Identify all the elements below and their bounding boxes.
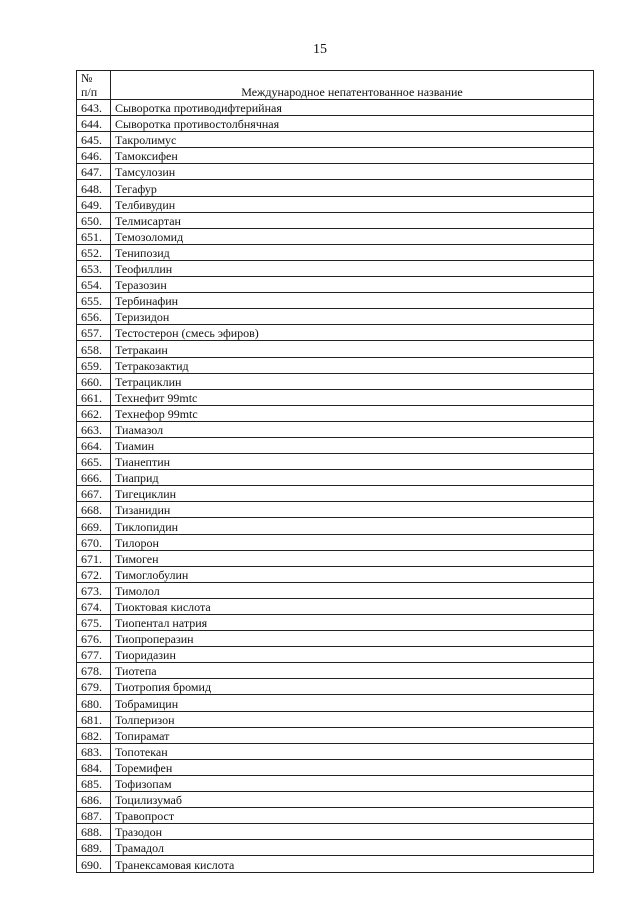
table-body <box>77 100 594 873</box>
drug-name: Темозоломид <box>111 228 594 244</box>
row-number: 660. <box>77 373 111 389</box>
drug-name: Транексамовая кислота <box>111 856 594 872</box>
table-row <box>77 260 594 276</box>
table-row <box>77 116 594 132</box>
table-row <box>77 389 594 405</box>
drug-name: Тиамазол <box>111 421 594 437</box>
table-row <box>77 180 594 196</box>
table-row <box>77 421 594 437</box>
row-number: 685. <box>77 775 111 791</box>
table-row <box>77 437 594 453</box>
row-number: 650. <box>77 212 111 228</box>
table-row <box>77 100 594 116</box>
row-number: 643. <box>77 100 111 116</box>
drug-name: Тиоридазин <box>111 647 594 663</box>
row-number: 683. <box>77 743 111 759</box>
row-number: 647. <box>77 164 111 180</box>
row-number: 666. <box>77 470 111 486</box>
drug-name: Технефит 99mtc <box>111 389 594 405</box>
row-number: 679. <box>77 679 111 695</box>
table-header-row <box>77 71 594 100</box>
table-row <box>77 598 594 614</box>
table-row <box>77 373 594 389</box>
drug-name: Тоцилизумаб <box>111 792 594 808</box>
drug-name: Тразодон <box>111 824 594 840</box>
table-row <box>77 502 594 518</box>
table-row <box>77 277 594 293</box>
table-row <box>77 824 594 840</box>
row-number: 649. <box>77 196 111 212</box>
drug-name: Тетракозактид <box>111 357 594 373</box>
table-row <box>77 486 594 502</box>
drug-name: Тиклопидин <box>111 518 594 534</box>
drug-name: Тиаприд <box>111 470 594 486</box>
drug-name: Тамсулозин <box>111 164 594 180</box>
table-row <box>77 679 594 695</box>
row-number: 646. <box>77 148 111 164</box>
table-row <box>77 309 594 325</box>
drug-name: Тестостерон (смесь эфиров) <box>111 325 594 341</box>
row-number: 678. <box>77 663 111 679</box>
drug-name: Теризидон <box>111 309 594 325</box>
table-row <box>77 454 594 470</box>
drug-name: Тенипозид <box>111 244 594 260</box>
table-row <box>77 792 594 808</box>
row-number: 687. <box>77 808 111 824</box>
drug-name: Травопрост <box>111 808 594 824</box>
table-row <box>77 341 594 357</box>
row-number: 689. <box>77 840 111 856</box>
table-row <box>77 212 594 228</box>
header-number-cell <box>77 71 111 100</box>
row-number: 670. <box>77 534 111 550</box>
drug-name: Тербинафин <box>111 293 594 309</box>
table-row <box>77 566 594 582</box>
row-number: 673. <box>77 582 111 598</box>
table-row <box>77 325 594 341</box>
drug-name: Телбивудин <box>111 196 594 212</box>
page-number: 15 <box>313 42 327 57</box>
drug-name: Тиотропия бромид <box>111 679 594 695</box>
drug-name: Тиамин <box>111 437 594 453</box>
table-row <box>77 759 594 775</box>
row-number: 682. <box>77 727 111 743</box>
table-row <box>77 550 594 566</box>
row-number: 657. <box>77 325 111 341</box>
drug-name: Сыворотка противодифтерийная <box>111 100 594 116</box>
table-row <box>77 244 594 260</box>
table-row <box>77 196 594 212</box>
row-number: 654. <box>77 277 111 293</box>
drug-name: Тетрациклин <box>111 373 594 389</box>
row-number: 671. <box>77 550 111 566</box>
table-row <box>77 357 594 373</box>
row-number: 675. <box>77 615 111 631</box>
drug-name: Тианептин <box>111 454 594 470</box>
header-number-abbrev: п/п <box>81 85 98 99</box>
row-number: 686. <box>77 792 111 808</box>
table-row <box>77 293 594 309</box>
header-number-symbol: № <box>81 71 93 85</box>
table-row <box>77 631 594 647</box>
row-number: 676. <box>77 631 111 647</box>
table-row <box>77 132 594 148</box>
header-name-cell: Международное непатентованное название <box>111 71 594 100</box>
row-number: 644. <box>77 116 111 132</box>
row-number: 677. <box>77 647 111 663</box>
row-number: 662. <box>77 405 111 421</box>
row-number: 688. <box>77 824 111 840</box>
row-number: 690. <box>77 856 111 872</box>
table-row <box>77 148 594 164</box>
table-row <box>77 840 594 856</box>
row-number: 664. <box>77 437 111 453</box>
drug-table <box>76 70 594 873</box>
table-row <box>77 470 594 486</box>
row-number: 656. <box>77 309 111 325</box>
table-row <box>77 711 594 727</box>
drug-name: Тимоген <box>111 550 594 566</box>
drug-name: Теофиллин <box>111 260 594 276</box>
row-number: 659. <box>77 357 111 373</box>
table-row <box>77 228 594 244</box>
drug-name: Такролимус <box>111 132 594 148</box>
row-number: 655. <box>77 293 111 309</box>
drug-name: Топирамат <box>111 727 594 743</box>
drug-name: Толперизон <box>111 711 594 727</box>
row-number: 663. <box>77 421 111 437</box>
drug-name: Трамадол <box>111 840 594 856</box>
table-row <box>77 518 594 534</box>
row-number: 672. <box>77 566 111 582</box>
drug-name: Сыворотка противостолбнячная <box>111 116 594 132</box>
drug-name: Тимоглобулин <box>111 566 594 582</box>
drug-name: Технефор 99mtc <box>111 405 594 421</box>
drug-name: Тимолол <box>111 582 594 598</box>
drug-name: Тигециклин <box>111 486 594 502</box>
row-number: 658. <box>77 341 111 357</box>
table-row <box>77 582 594 598</box>
table-row <box>77 164 594 180</box>
row-number: 661. <box>77 389 111 405</box>
drug-name: Тиопентал натрия <box>111 615 594 631</box>
row-number: 652. <box>77 244 111 260</box>
drug-name: Топотекан <box>111 743 594 759</box>
table-row <box>77 534 594 550</box>
table-row <box>77 775 594 791</box>
drug-name: Тиотепа <box>111 663 594 679</box>
table-row <box>77 615 594 631</box>
row-number: 665. <box>77 454 111 470</box>
table-row <box>77 808 594 824</box>
row-number: 669. <box>77 518 111 534</box>
table-row <box>77 695 594 711</box>
row-number: 667. <box>77 486 111 502</box>
drug-name: Тамоксифен <box>111 148 594 164</box>
drug-name: Тетракаин <box>111 341 594 357</box>
drug-name: Тиоктовая кислота <box>111 598 594 614</box>
drug-name: Тофизопам <box>111 775 594 791</box>
row-number: 680. <box>77 695 111 711</box>
row-number: 653. <box>77 260 111 276</box>
table-row <box>77 647 594 663</box>
row-number: 645. <box>77 132 111 148</box>
row-number: 648. <box>77 180 111 196</box>
row-number: 651. <box>77 228 111 244</box>
drug-name: Торемифен <box>111 759 594 775</box>
row-number: 668. <box>77 502 111 518</box>
table-row <box>77 856 594 872</box>
drug-name: Тиопроперазин <box>111 631 594 647</box>
table-row <box>77 663 594 679</box>
drug-name: Тобрамицин <box>111 695 594 711</box>
drug-name: Теразозин <box>111 277 594 293</box>
drug-name: Телмисартан <box>111 212 594 228</box>
drug-name: Тегафур <box>111 180 594 196</box>
table-row <box>77 727 594 743</box>
row-number: 674. <box>77 598 111 614</box>
drug-name: Тилорон <box>111 534 594 550</box>
table-row <box>77 405 594 421</box>
row-number: 684. <box>77 759 111 775</box>
table-row <box>77 743 594 759</box>
drug-name: Тизанидин <box>111 502 594 518</box>
row-number: 681. <box>77 711 111 727</box>
